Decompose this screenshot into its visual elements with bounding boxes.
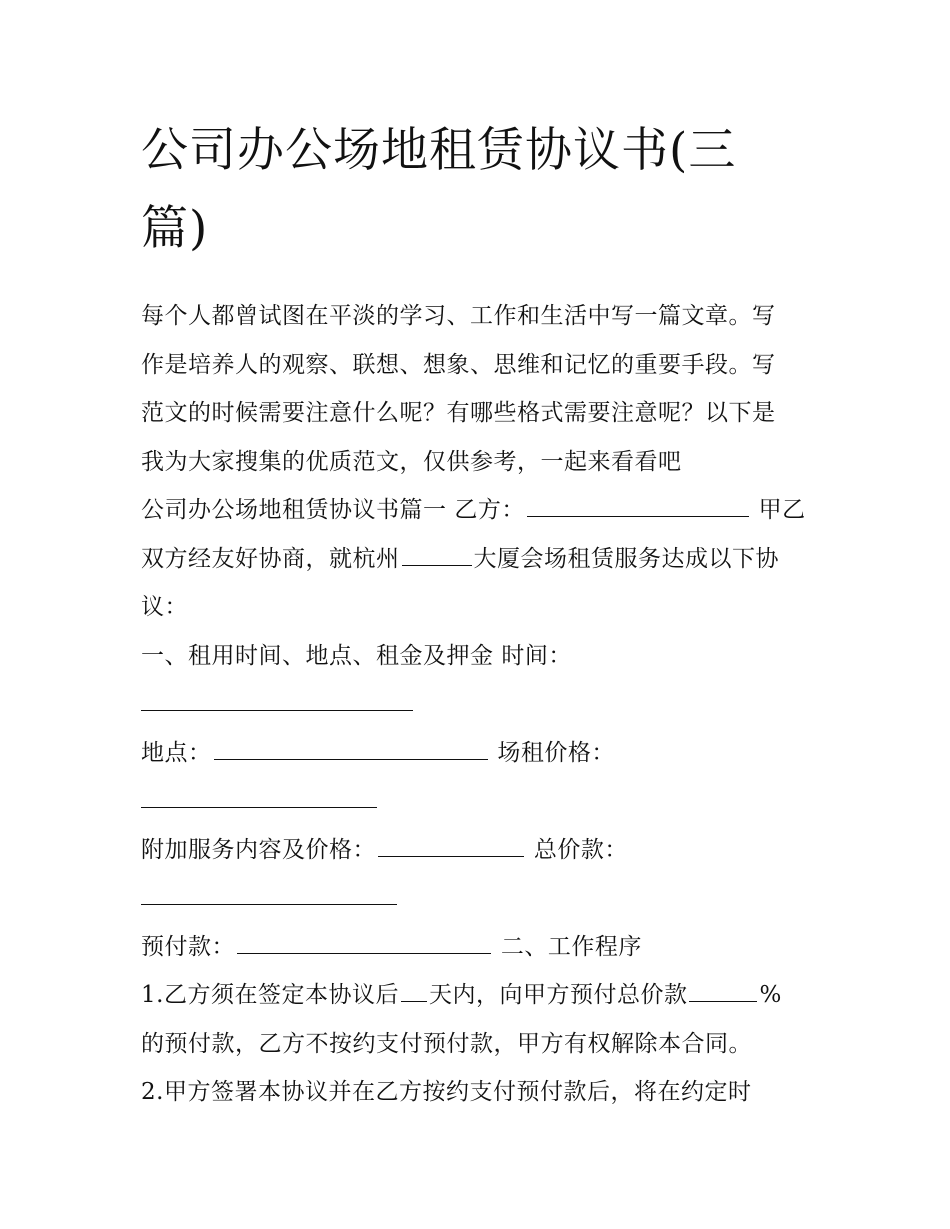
consult-end: 议：: [141, 594, 188, 620]
total-label: 总价款：: [533, 836, 628, 863]
intro-line: 每个人都曾试图在平淡的学习、工作和生活中写一篇文章。写: [141, 303, 776, 329]
building-blank: [402, 545, 472, 566]
item1-text-b: 天内，向甲方预付总价款: [428, 982, 688, 1008]
clause1-heading: 一、租用时间、地点、租金及押金: [141, 642, 494, 669]
consult-text-a: 双方经友好协商，就杭州: [141, 545, 400, 572]
item1-line2: 的预付款，乙方不按约支付预付款，甲方有权解除本合同。: [141, 1030, 752, 1057]
consult-line: [141, 535, 821, 584]
prepay-line: [141, 923, 821, 972]
document-page: [141, 112, 821, 1117]
intro-line: 作是培养人的观察、联想、想象、思维和记忆的重要手段。写: [141, 351, 776, 378]
rent-label: 场租价格：: [497, 739, 615, 766]
percent-blank: [689, 981, 757, 1002]
party-b-label: 乙方：: [454, 497, 525, 523]
intro-line: 我为大家搜集的优质范文，仅供参考，一起来看看吧: [141, 448, 682, 475]
time-blank: [141, 690, 413, 711]
section1-line: [141, 486, 821, 535]
consult-text-b: 大厦会场租赁服务达成以下协: [473, 545, 779, 572]
item1-text-a: 1.乙方须在签定本协议后: [141, 982, 399, 1008]
prepay-label: 预付款：: [141, 933, 235, 960]
clause1-line: [141, 632, 821, 681]
rent-blank: [141, 787, 377, 808]
time-label: 时间：: [501, 642, 572, 669]
total-blank: [141, 884, 397, 905]
party-b-blank: [527, 496, 749, 517]
location-label: 地点：: [141, 739, 212, 766]
prepay-blank: [237, 933, 491, 954]
document-body: [141, 292, 821, 1117]
item1-line: [141, 971, 821, 1020]
extra-service-label: 附加服务内容及价格：: [141, 836, 376, 863]
rent-blank-line: [141, 777, 821, 826]
location-blank: [214, 739, 488, 760]
section1-heading: 公司办公场地租赁协议书篇一: [141, 497, 447, 523]
extra-service-blank: [378, 836, 524, 857]
total-blank-line: [141, 874, 821, 923]
days-blank: [401, 981, 427, 1002]
item2-line: 2.甲方签署本协议并在乙方按约支付预付款后，将在约定时: [141, 1079, 752, 1105]
extra-service-line: [141, 826, 821, 875]
intro-line: 范文的时候需要注意什么呢？有哪些格式需要注意呢？以下是: [141, 400, 776, 426]
clause2-heading: 二、工作程序: [500, 933, 642, 960]
document-title: 公司办公场地租赁协议书(三篇): [141, 123, 737, 256]
time-blank-line: [141, 680, 821, 729]
item1-percent: %: [759, 982, 782, 1008]
party-ab-label: 甲乙: [758, 497, 806, 523]
location-line: [141, 729, 821, 778]
